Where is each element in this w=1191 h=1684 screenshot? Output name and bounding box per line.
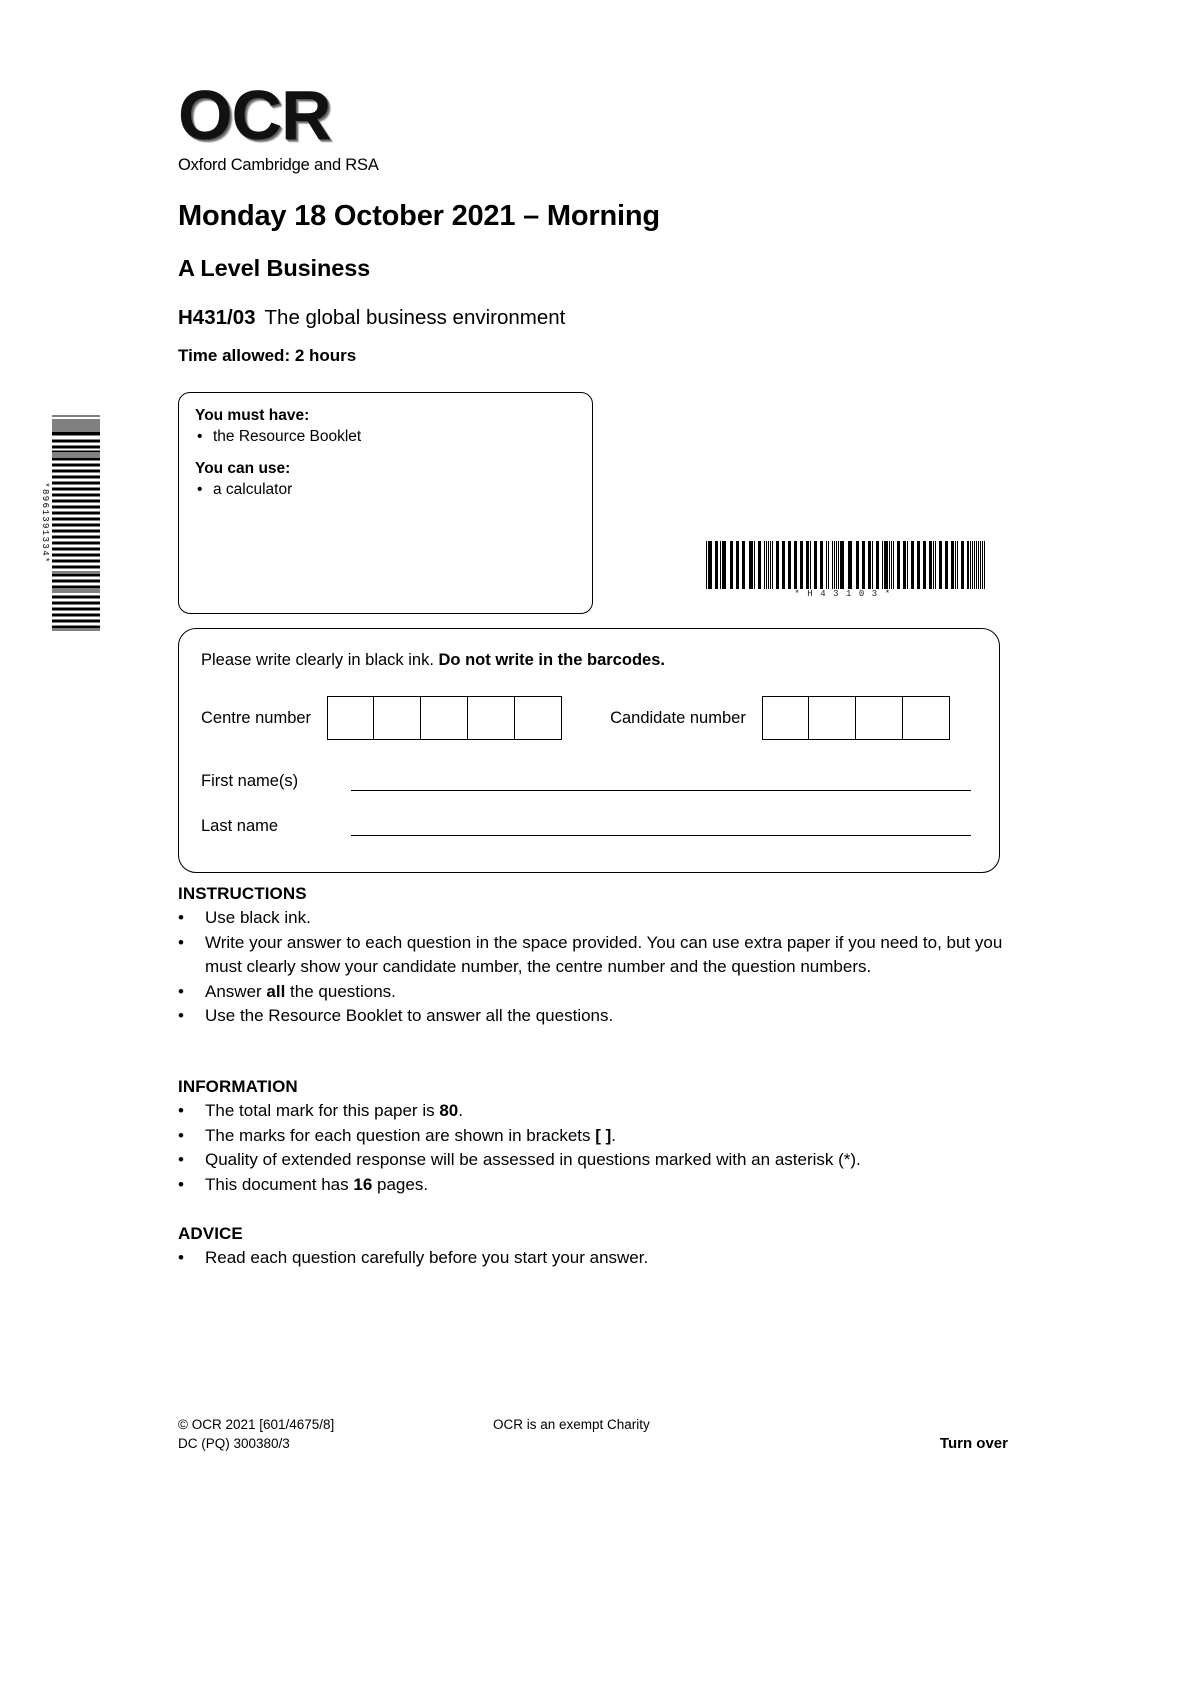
- exam-date-session: Monday 18 October 2021 – Morning: [178, 200, 660, 232]
- emphasis: 16: [353, 1174, 373, 1194]
- bullet-icon: •: [178, 1248, 184, 1267]
- list-item-text: The total mark for this paper is 80.: [205, 1101, 463, 1120]
- ocr-logo-mark: OCR: [178, 76, 331, 154]
- bullet-icon: •: [178, 1150, 184, 1169]
- paper-code: H431/03: [178, 306, 256, 329]
- number-cell[interactable]: [327, 696, 374, 740]
- information-title: INFORMATION: [178, 1077, 298, 1096]
- can-use-item-label: a calculator: [213, 481, 293, 498]
- list-item-text: Read each question carefully before you start your answer.: [205, 1248, 649, 1267]
- advice-title: ADVICE: [178, 1224, 243, 1243]
- last-name-row: [201, 815, 973, 836]
- document-code-line: DC (PQ) 300380/3: [178, 1436, 290, 1451]
- barcode-bar: [985, 541, 986, 589]
- paper-barcode: [706, 541, 986, 589]
- number-cell[interactable]: [421, 696, 468, 740]
- bullet-icon: •: [178, 1174, 184, 1194]
- list-item: [178, 1099, 1008, 1124]
- must-have-heading: You must have:: [195, 407, 310, 424]
- barcode-bar: [52, 629, 100, 630]
- bullet-icon: •: [178, 908, 184, 927]
- turn-over-note: Turn over: [939, 1435, 1008, 1452]
- instructions-section: [178, 884, 1008, 1029]
- paper-code-and-title: [178, 306, 565, 330]
- number-cell[interactable]: [856, 696, 903, 740]
- ink-instruction: [201, 651, 973, 670]
- last-name-label: Last name: [201, 817, 279, 835]
- list-item-text: Use black ink.: [205, 908, 311, 927]
- materials-box: [178, 392, 593, 614]
- last-name-input[interactable]: [351, 815, 971, 836]
- list-item: [178, 1148, 1008, 1173]
- must-have-item: [197, 428, 576, 446]
- ocr-logo-strapline: Oxford Cambridge and RSA: [178, 156, 379, 174]
- first-name-row: [201, 770, 973, 791]
- advice-list: [178, 1246, 1008, 1271]
- bullet-icon: •: [178, 1006, 184, 1025]
- paper-title: The global business environment: [264, 306, 566, 329]
- number-cell[interactable]: [903, 696, 950, 740]
- paper-barcode-text: *H43103*: [794, 589, 898, 599]
- instructions-title: INSTRUCTIONS: [178, 884, 307, 903]
- list-item: [178, 906, 1008, 931]
- centre-number-label: Centre number: [201, 708, 312, 727]
- copyright-line: © OCR 2021 [601/4675/8]: [178, 1417, 335, 1432]
- list-item-text: Answer all the questions.: [205, 981, 396, 1001]
- centre-number-input[interactable]: [327, 696, 562, 740]
- qualification-title: A Level Business: [178, 255, 371, 281]
- first-name-input[interactable]: [351, 770, 971, 791]
- number-cell[interactable]: [762, 696, 809, 740]
- vertical-barcode-text: *8961391334*: [40, 481, 50, 564]
- must-have-item-label: the Resource Booklet: [213, 428, 362, 445]
- candidate-details-box: [178, 628, 1000, 873]
- bullet-icon: •: [178, 932, 184, 952]
- barcode-bar: [52, 435, 100, 439]
- bullet-icon: •: [197, 428, 203, 445]
- list-item: [178, 980, 1008, 1005]
- list-item-text: Quality of extended response will be assessed in questions marked with an asterisk (*).: [205, 1150, 861, 1169]
- advice-section: [178, 1224, 1008, 1271]
- first-name-label: First name(s): [201, 772, 299, 790]
- number-cell[interactable]: [374, 696, 421, 740]
- number-row: [201, 696, 973, 740]
- number-cell[interactable]: [468, 696, 515, 740]
- can-use-heading: You can use:: [195, 460, 291, 477]
- vertical-barcode: [36, 415, 100, 630]
- instructions-list: [178, 906, 1008, 1029]
- list-item: [178, 1004, 1008, 1029]
- list-item-text: Write your answer to each question in the space provided. You can use extra paper if you need to, but you must clearly show your candidate number, the centre number and the question numbers.: [205, 932, 1003, 976]
- bullet-icon: •: [178, 1125, 184, 1145]
- ink-instruction-plain: Please write clearly in black ink.: [201, 651, 439, 669]
- can-use-item: [197, 481, 576, 499]
- emphasis: all: [266, 981, 286, 1001]
- information-section: [178, 1077, 1008, 1197]
- ocr-logo: [178, 78, 418, 175]
- bullet-icon: •: [197, 481, 203, 498]
- bullet-icon: •: [178, 981, 184, 1001]
- emphasis: [ ]: [595, 1125, 612, 1145]
- number-cell[interactable]: [515, 696, 562, 740]
- information-list: [178, 1099, 1008, 1197]
- list-item: [178, 1246, 1008, 1271]
- list-item-text: This document has 16 pages.: [205, 1174, 429, 1194]
- emphasis: 80: [439, 1101, 459, 1120]
- number-cell[interactable]: [809, 696, 856, 740]
- barcode-bar: [52, 431, 100, 435]
- list-item: [178, 1173, 1008, 1198]
- list-item: [178, 931, 1008, 980]
- bullet-icon: •: [178, 1101, 184, 1120]
- list-item: [178, 1124, 1008, 1149]
- time-allowed: Time allowed: 2 hours: [178, 346, 357, 365]
- candidate-number-input[interactable]: [762, 696, 950, 740]
- charity-note: OCR is an exempt Charity: [493, 1417, 650, 1432]
- ink-instruction-bold: Do not write in the barcodes.: [438, 651, 665, 669]
- list-item-text: Use the Resource Booklet to answer all the questions.: [205, 1006, 614, 1025]
- vertical-barcode-bars: [52, 415, 100, 630]
- page-footer: [178, 1415, 1008, 1453]
- list-item-text: The marks for each question are shown in brackets [ ].: [205, 1125, 617, 1145]
- candidate-number-label: Candidate number: [610, 708, 746, 727]
